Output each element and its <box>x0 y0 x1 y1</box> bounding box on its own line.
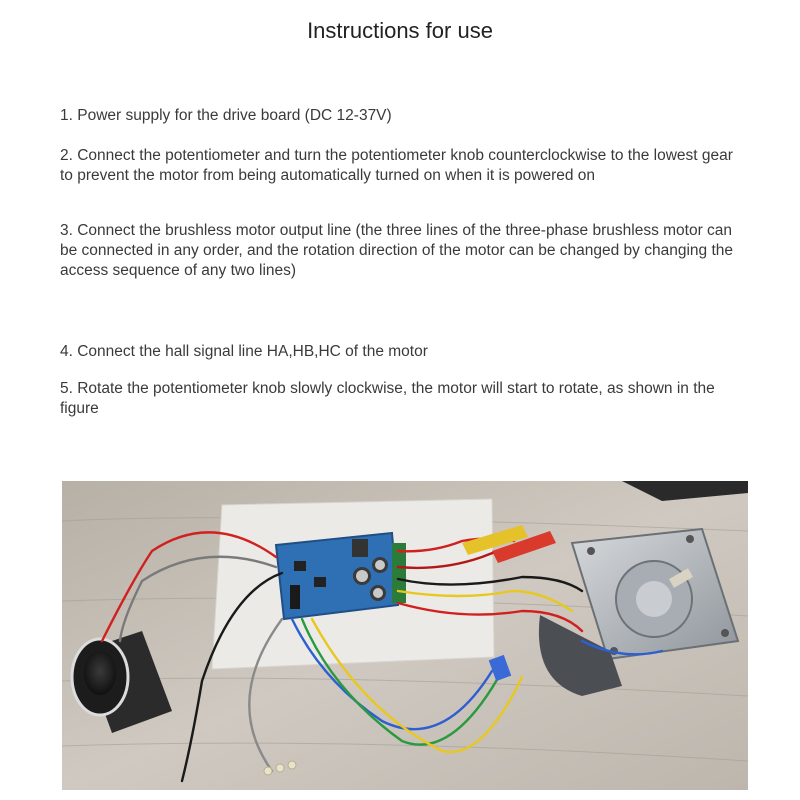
page-title: Instructions for use <box>307 18 493 43</box>
step-2: 2. Connect the potentiometer and turn the potentiometer knob counterclockwise to the lowest gear to prevent the motor from being automatically turned on when it is powered on <box>60 147 733 184</box>
setup-photo <box>62 481 748 790</box>
step-5: 5. Rotate the potentiometer knob slowly clockwise, the motor will start to rotate, as shown in the figure <box>60 380 715 417</box>
step-1: 1. Power supply for the drive board (DC 12-37V) <box>60 107 392 124</box>
step-3: 3. Connect the brushless motor output line (the three lines of the three-phase brushless motor can be connected in any order, and the rotation direction of the motor can be changed by changing the access sequence of any two lines) <box>60 222 733 279</box>
driver-board <box>276 533 406 619</box>
step-4: 4. Connect the hall signal line HA,HB,HC of the motor <box>60 343 428 360</box>
